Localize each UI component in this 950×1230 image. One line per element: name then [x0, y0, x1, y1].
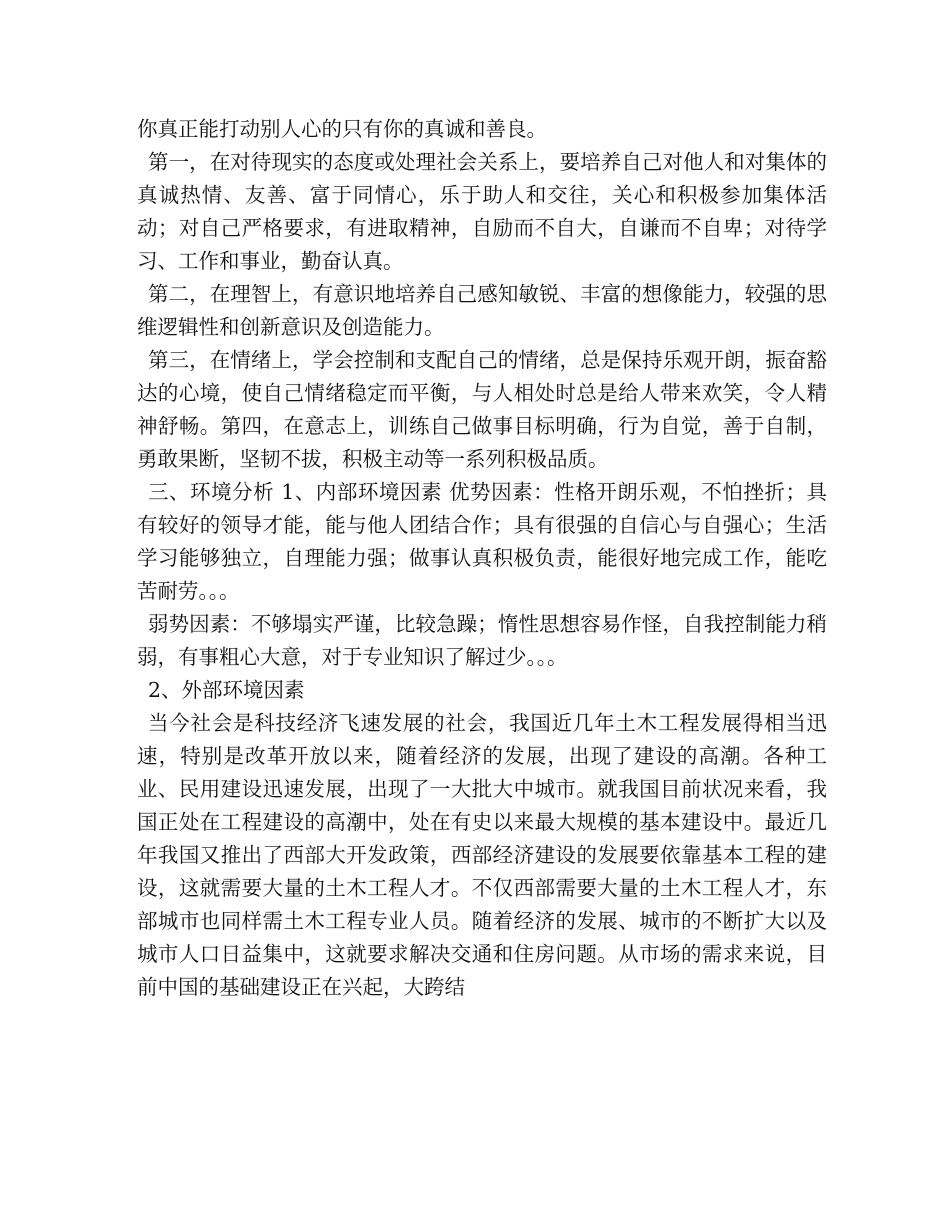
document-body [137, 113, 827, 1004]
paragraph-first-point: 第一，在对待现实的态度或处理社会关系上，要培养自己对他人和对集体的真诚热情、友善、富于同情心，乐于助人和交往，关心和积极参加集体活动；对自己严格要求，有进取精神，自励而不自大，自谦而不自卑；对待学习、工作和事业，勤奋认真。 [137, 150, 827, 273]
paragraph-second-point: 第二，在理智上，有意识地培养自己感知敏锐、丰富的想像能力，较强的思维逻辑性和创新意识及创造能力。 [137, 282, 827, 339]
paragraph-weaknesses: 弱势因素：不够塌实严谨，比较急躁；惰性思想容易作怪，自我控制能力稍弱，有事粗心大意，对于专业知识了解过少。。。 [137, 612, 827, 669]
paragraph-third-fourth-point: 第三，在情绪上，学会控制和支配自己的情绪，总是保持乐观开朗，振奋豁达的心境，使自己情绪稳定而平衡，与人相处时总是给人带来欢笑，令人精神舒畅。第四，在意志上，训练自己做事目标明确，行为自觉，善于自制，勇敢果断，坚韧不拔，积极主动等一系列积极品质。 [137, 348, 827, 471]
section-heading-external: 2、外部环境因素 [148, 678, 305, 702]
paragraph-environment-analysis: 三、环境分析 1、内部环境因素 优势因素：性格开朗乐观，不怕挫折；具有较好的领导才能，能与他人团结合作；具有很强的自信心与自强心；生活学习能够独立，自理能力强；做事认真积极负责，能很好地完成工作，能吃苦耐劳。。。 [137, 480, 827, 603]
paragraph-intro: 你真正能打动别人心的只有你的真诚和善良。 [137, 117, 547, 141]
paragraph-external-environment: 当今社会是科技经济飞速发展的社会，我国近几年土木工程发展得相当迅速，特别是改革开放以来，随着经济的发展，出现了建设的高潮。各种工业、民用建设迅速发展，出现了一大批大中城市。就我国目前状况来看，我国正处在工程建设的高潮中，处在有史以来最大规模的基本建设中。最近几年我国又推出了西部大开发政策，西部经济建设的发展要依靠基本工程的建设，这就需要大量的土木工程人才。不仅西部需要大量的土木工程人才，东部城市也同样需土木工程专业人员。随着经济的发展、城市的不断扩大以及城市人口日益集中，这就要求解决交通和住房问题。从市场的需求来说，目前中国的基础建设正在兴起，大跨结 [137, 711, 827, 999]
